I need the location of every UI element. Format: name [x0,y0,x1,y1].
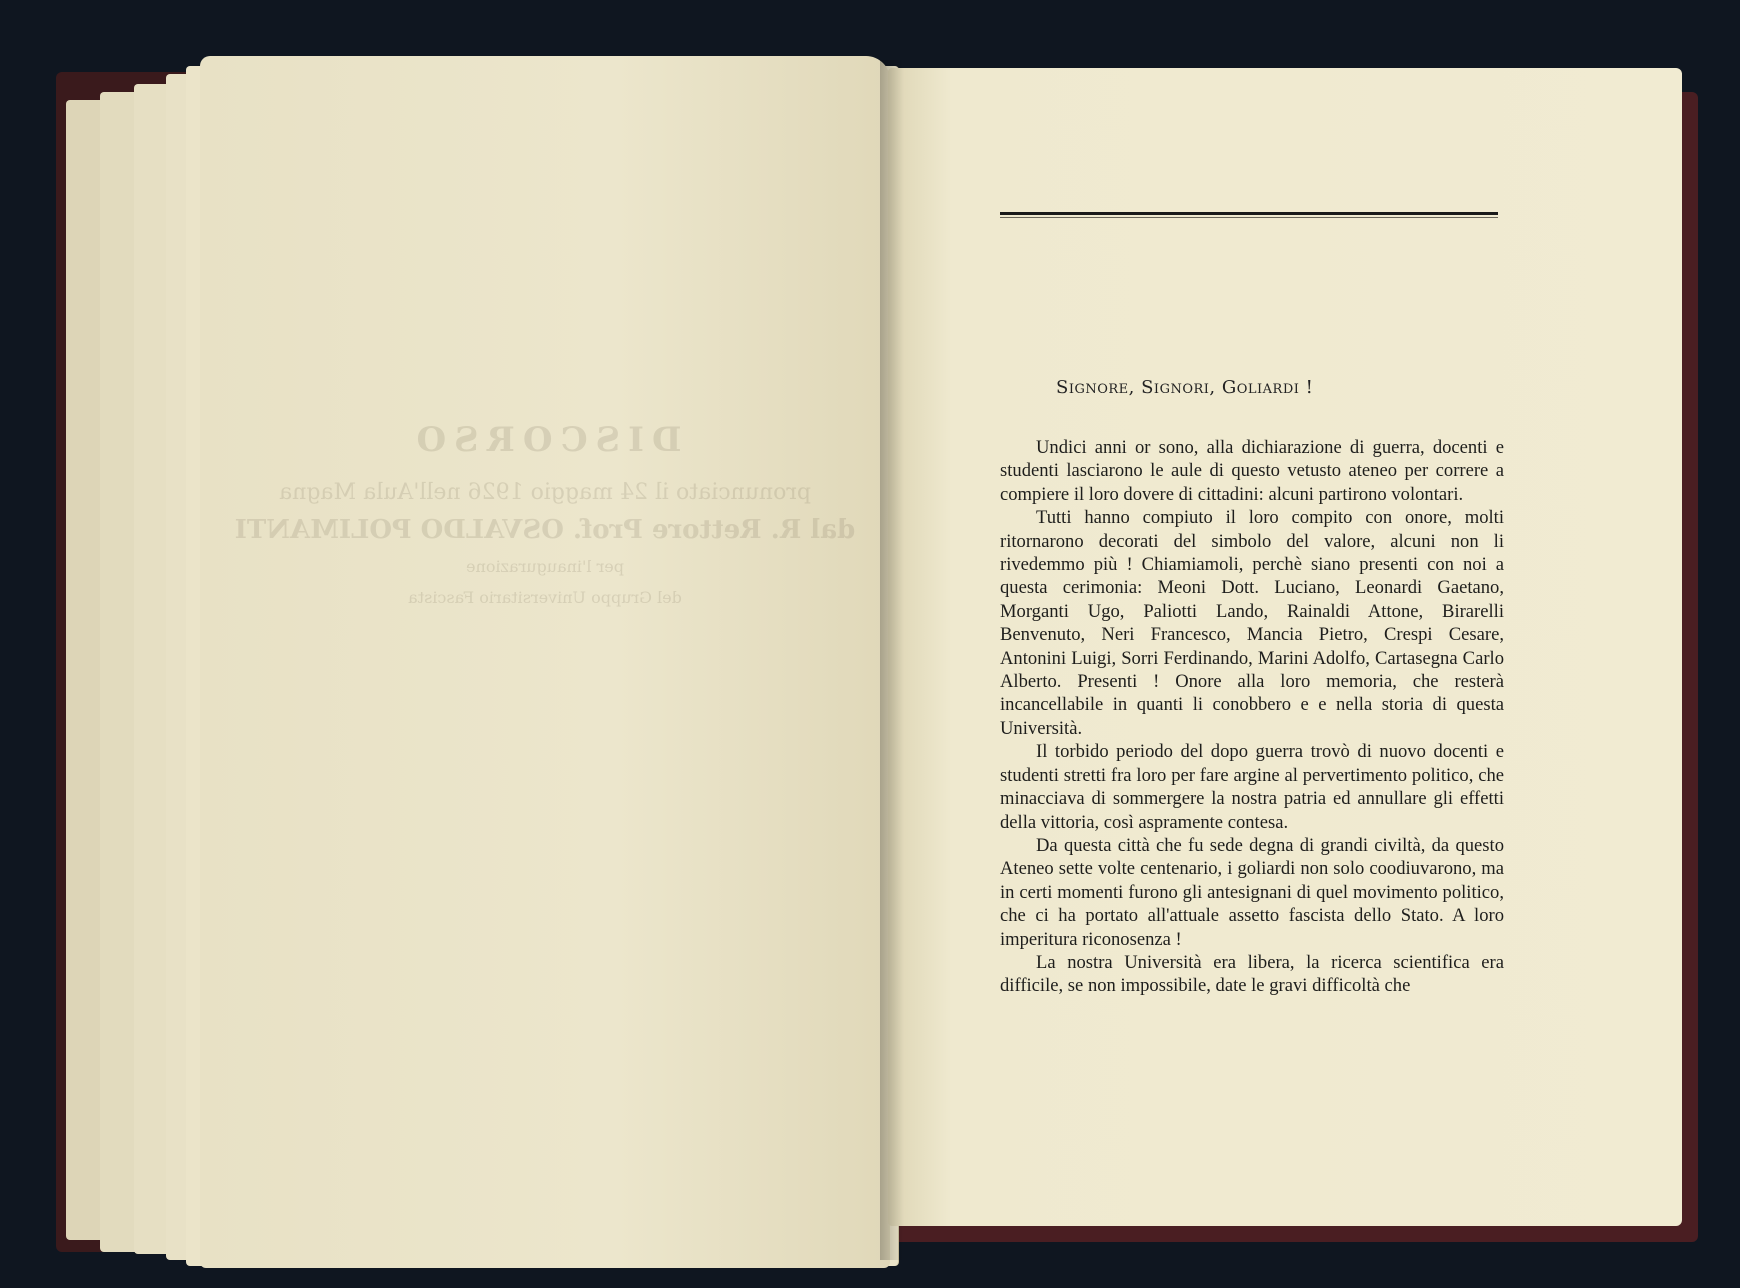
showthrough-line: pronunciato il 24 maggio 1926 nell'Aula Magna [279,480,811,505]
left-page [200,56,890,1268]
showthrough-line: per l'inaugurazione [466,557,624,576]
paragraph: Tutti hanno compiuto il loro compito con onore, molti ritornarono decorati del simbolo del valore, alcuni non li rivedemmo più ! Chiamiamoli, perchè siano presenti con noi a questa cerimonia: Meoni Dott. Luciano, Leonardi Gaetano, Morganti Ugo, Paliotti Lando, Rainaldi Attone, Birarelli Benvenuto, Neri Francesco, Mancia Pietro, Crespi Cesare, Antonini Luigi, Sorri Ferdinando, Marini Adolfo, Cartasegna Carlo Alberto. Presenti ! Onore alla loro memoria, che resterà incancellabile in quanti li conobbero e e nella storia di questa Università. [1000,507,1504,739]
header-rule [1000,212,1498,215]
paragraph: La nostra Università era libera, la ricerca scientifica era difficile, se non impossibile, date le gravi difficoltà che [1000,951,1504,997]
paragraph: Da questa città che fu sede degna di grandi civiltà, da questo Ateneo sette volte centenario, i goliardi non solo coodiuvarono, ma in certi momenti furono gli antesignani di quel movimento politico, che ci ha portato all'attuale assetto fascista dello Stato. A loro imperitura riconosenza ! [1000,834,1504,950]
showthrough-line: dal R. Rettore Prof. OSVALDO POLIMANTI [234,515,856,545]
paragraph: Undici anni or sono, alla dichiarazione di guerra, docenti e studenti lasciarono le aule di questo vetusto ateneo per correre a compiere il loro dovere di cittadini: alcuni partirono volontari. [1000,437,1504,505]
book-gutter [880,60,904,1260]
left-page-showthrough [200,420,890,619]
body-text [1000,436,1504,998]
showthrough-title: DISCORSO [408,420,682,460]
paragraph: Il torbido periodo del dopo guerra trovò di nuovo docenti e studenti stretti fra loro per fare argine al pervertimento politico, che minacciava di sommergere la nostra patria ed annullare gli effetti della vittoria, così aspramente contesa. [1000,741,1504,833]
salutation: Signore, Signori, Goliardi ! [1056,377,1314,398]
header-rule-thin [1000,217,1498,218]
showthrough-line: del Gruppo Universitario Fascista [408,588,682,607]
